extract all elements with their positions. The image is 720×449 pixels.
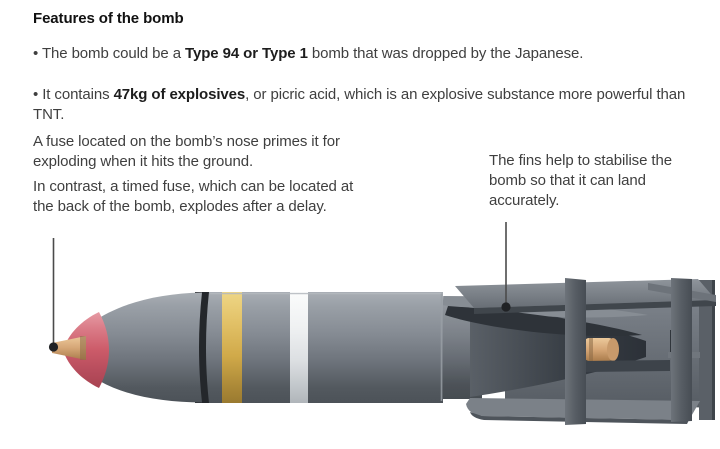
nose-fuse-pointer xyxy=(49,238,58,352)
page-title: Features of the bomb xyxy=(33,10,184,27)
yellow-band xyxy=(222,292,242,403)
bullet-bomb-type: • The bomb could be a Type 94 or Type 1 bomb that was dropped by the Japanese. xyxy=(33,45,584,62)
annotation-timed-fuse: In contrast, a timed fuse, which can be located at the back of the bomb, explodes after a delay. xyxy=(33,178,354,215)
bullet-explosives: • It contains 47kg of explosives, or picric acid, which is an explosive substance more powerful than TNT. xyxy=(33,86,686,123)
fins-pointer-dot xyxy=(501,302,510,311)
nose-fuse-pointer-dot xyxy=(49,342,58,351)
fin-strut-rear xyxy=(671,278,692,422)
fin-strut-front xyxy=(565,278,586,425)
tail-fin-assembly xyxy=(436,278,716,425)
white-band xyxy=(290,292,308,403)
annotation-nose-fuse: A fuse located on the bomb’s nose primes it for exploding when it hits the ground. xyxy=(33,133,340,170)
annotation-fins: The fins help to stabilise the bomb so that it can land accurately. xyxy=(489,152,672,209)
inner-fin-bar xyxy=(586,360,670,372)
bomb-body xyxy=(50,292,443,403)
